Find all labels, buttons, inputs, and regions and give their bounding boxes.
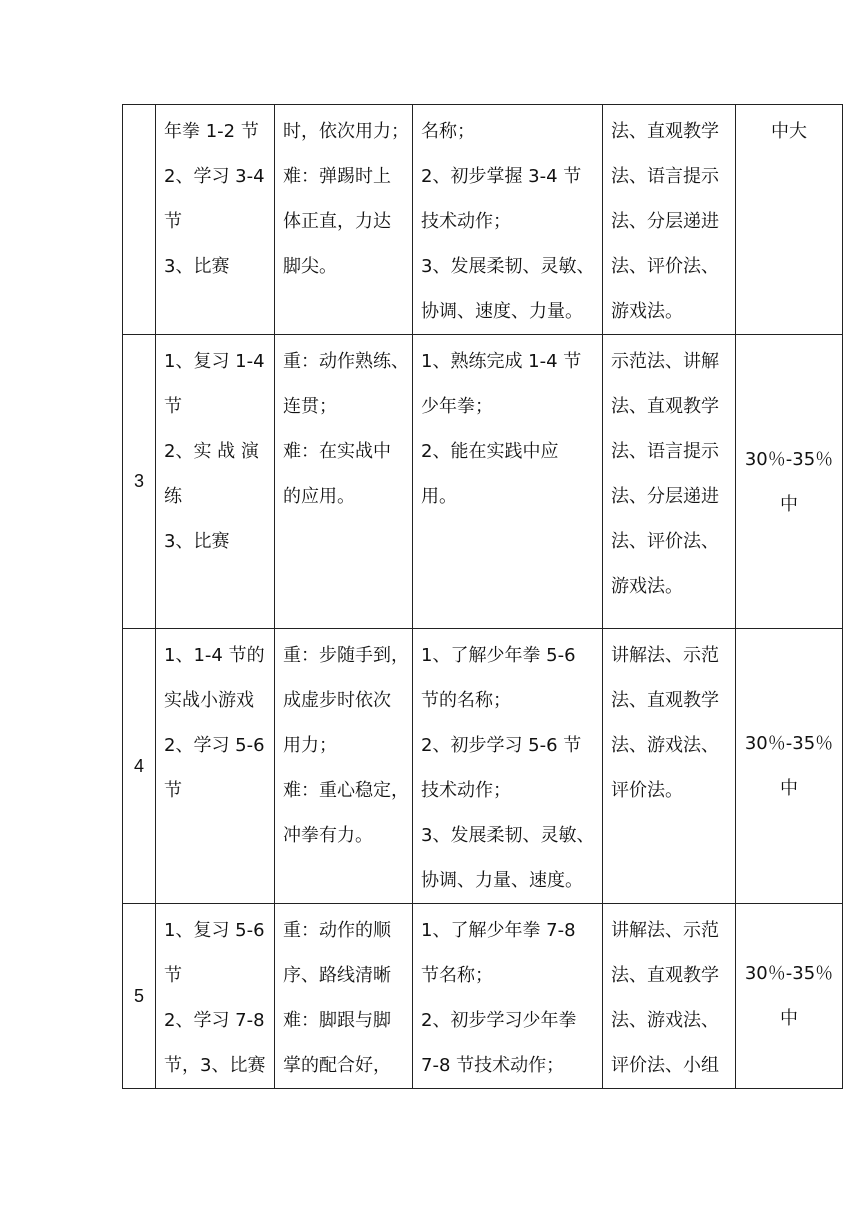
cell-line: 30％-35％ <box>744 733 834 754</box>
cell-line: 难：在实战中 <box>283 441 391 462</box>
table-row <box>123 335 843 629</box>
methods-cell <box>603 629 736 904</box>
cell-line: 讲解法、示范 <box>611 645 719 666</box>
cell-line: 评价法、小组 <box>611 1055 719 1076</box>
cell-line: 用。 <box>421 486 457 507</box>
content-cell <box>156 105 275 335</box>
cell-line: 1、1-4 节的 <box>164 645 265 666</box>
cell-line: 1、复习 1-4 <box>164 351 265 372</box>
cell-line: 协调、速度、力量。 <box>421 301 583 322</box>
content-cell <box>156 629 275 904</box>
load-cell <box>736 629 843 904</box>
cell-line: 成虚步时依次 <box>283 690 391 711</box>
cell-line: 练 <box>164 486 182 507</box>
cell-line: 难：脚跟与脚 <box>283 1010 391 1031</box>
cell-line: 中 <box>780 493 798 515</box>
cell-line: 2、学习 3-4 <box>164 166 265 187</box>
cell-line: 少年拳； <box>421 396 493 417</box>
cell-line: 7-8 节技术动作； <box>421 1055 565 1076</box>
lesson-number-cell <box>123 105 156 335</box>
cell-line: 脚尖。 <box>283 256 337 277</box>
cell-line: 法、直观教学 <box>611 965 719 986</box>
cell-line: 连贯； <box>283 396 337 417</box>
cell-line: 法、评价法、 <box>611 256 719 277</box>
cell-line: 重：动作的顺 <box>283 920 391 941</box>
cell-line: 法、游戏法、 <box>611 1010 719 1031</box>
cell-line: 重：步随手到， <box>283 645 409 666</box>
cell-line: 中 <box>780 1008 798 1029</box>
cell-line: 中 <box>780 778 798 799</box>
goals-cell <box>413 904 603 1089</box>
cell-line: 2、实 战 演 <box>164 441 259 462</box>
cell-line: 技术动作； <box>421 780 511 801</box>
cell-line: 技术动作； <box>421 211 511 232</box>
cell-line: 序、路线清晰 <box>283 965 391 986</box>
cell-line: 节 <box>164 211 182 232</box>
lesson-number-cell: 5 <box>123 904 156 1089</box>
content-cell <box>156 335 275 629</box>
cell-line: 名称； <box>421 121 475 142</box>
cell-line: 1、了解少年拳 5-6 <box>421 645 576 666</box>
goals-cell <box>413 629 603 904</box>
methods-cell <box>603 335 736 629</box>
table-row <box>123 105 843 335</box>
cell-line: 协调、力量、速度。 <box>421 870 583 891</box>
cell-line: 法、游戏法、 <box>611 735 719 756</box>
lesson-number-cell: 4 <box>123 629 156 904</box>
cell-line: 2、学习 7-8 <box>164 1010 265 1031</box>
cell-line: 法、语言提示 <box>611 441 719 462</box>
cell-line: 难：重心稳定， <box>283 780 409 801</box>
cell-line: 讲解法、示范 <box>611 920 719 941</box>
cell-line: 1、熟练完成 1-4 节 <box>421 351 582 372</box>
cell-line: 掌的配合好， <box>283 1055 391 1076</box>
lesson-number-cell: 3 <box>123 335 156 629</box>
goals-cell <box>413 105 603 335</box>
goals-cell <box>413 335 603 629</box>
cell-line: 法、直观教学 <box>611 690 719 711</box>
cell-line: 30％-35％ <box>744 963 834 984</box>
cell-line: 游戏法。 <box>611 301 683 322</box>
load-cell <box>736 904 843 1089</box>
cell-line: 法、语言提示 <box>611 166 719 187</box>
cell-line: 法、分层递进 <box>611 211 719 232</box>
cell-line: 示范法、讲解 <box>611 351 719 372</box>
cell-line: 节的名称； <box>421 690 511 711</box>
cell-line: 冲拳有力。 <box>283 825 373 846</box>
focus-difficulty-cell <box>275 335 413 629</box>
load-cell <box>736 105 843 335</box>
cell-line: 节名称； <box>421 965 493 986</box>
cell-line: 3、比赛 <box>164 256 230 277</box>
cell-line: 2、初步学习少年拳 <box>421 1010 577 1031</box>
cell-line: 2、学习 5-6 <box>164 735 265 756</box>
cell-line: 节 <box>164 965 182 986</box>
cell-line: 法、分层递进 <box>611 486 719 507</box>
focus-difficulty-cell <box>275 904 413 1089</box>
cell-line: 1、复习 5-6 <box>164 920 265 941</box>
cell-line: 节 <box>164 396 182 417</box>
cell-line: 年拳 1-2 节 <box>164 121 259 142</box>
cell-line: 2、初步学习 5-6 节 <box>421 735 582 756</box>
focus-difficulty-cell <box>275 105 413 335</box>
methods-cell <box>603 105 736 335</box>
cell-line: 中大 <box>771 121 807 142</box>
cell-line: 3、比赛 <box>164 531 230 552</box>
table-row <box>123 904 843 1089</box>
load-cell <box>736 335 843 629</box>
cell-line: 的应用。 <box>283 486 355 507</box>
table-row <box>123 629 843 904</box>
cell-line: 法、直观教学 <box>611 121 719 142</box>
cell-line: 重：动作熟练、 <box>283 351 409 372</box>
cell-line: 3、发展柔韧、灵敏、 <box>421 256 595 277</box>
cell-line: 游戏法。 <box>611 576 683 597</box>
cell-line: 时，依次用力； <box>283 121 409 142</box>
cell-line: 难：弹踢时上 <box>283 166 391 187</box>
methods-cell <box>603 904 736 1089</box>
cell-line: 评价法。 <box>611 780 683 801</box>
lesson-plan-table <box>122 104 843 1089</box>
cell-line: 法、评价法、 <box>611 531 719 552</box>
content-cell <box>156 904 275 1089</box>
cell-line: 3、发展柔韧、灵敏、 <box>421 825 595 846</box>
cell-line: 节，3、比赛 <box>164 1055 266 1076</box>
cell-line: 节 <box>164 780 182 801</box>
cell-line: 2、初步掌握 3-4 节 <box>421 166 582 187</box>
cell-line: 2、能在实践中应 <box>421 441 559 462</box>
cell-line: 1、了解少年拳 7-8 <box>421 920 576 941</box>
cell-line: 法、直观教学 <box>611 396 719 417</box>
cell-line: 用力； <box>283 735 337 756</box>
focus-difficulty-cell <box>275 629 413 904</box>
cell-line: 体正直，力达 <box>283 211 391 232</box>
cell-line: 30％-35％ <box>744 448 834 470</box>
cell-line: 实战小游戏 <box>164 690 254 711</box>
